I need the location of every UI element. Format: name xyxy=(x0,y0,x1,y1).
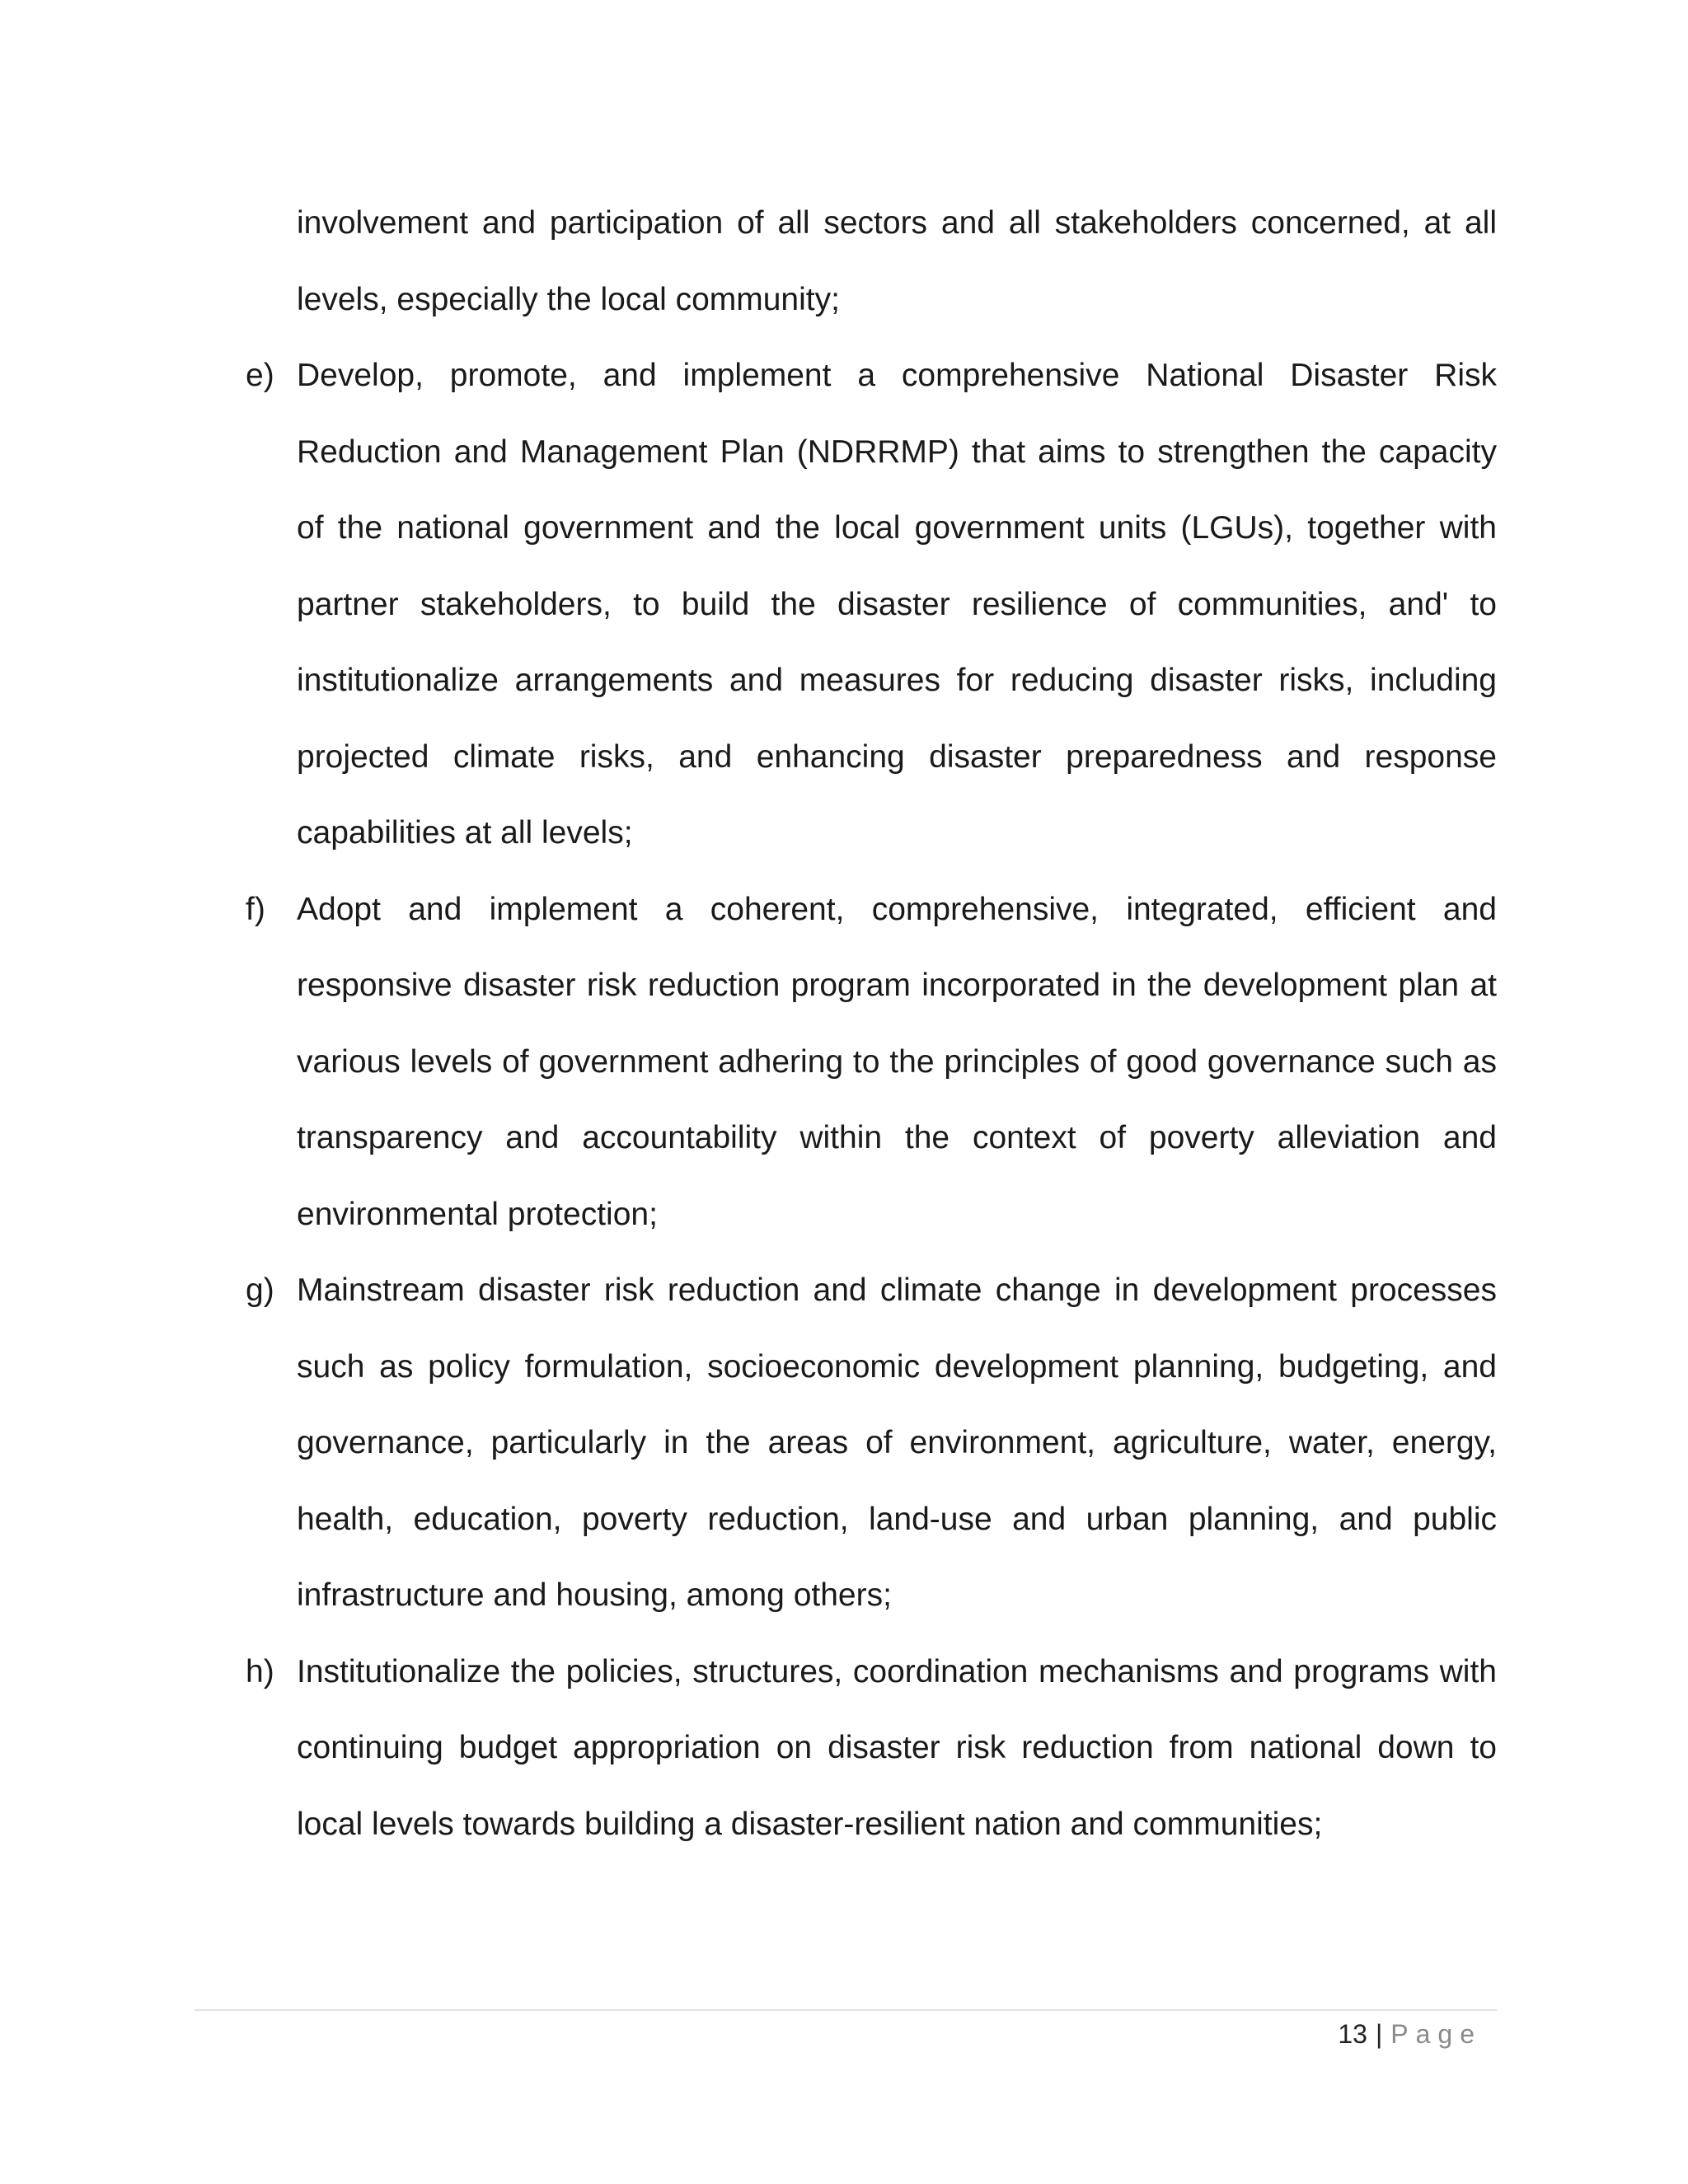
list-marker: e) xyxy=(246,358,274,393)
list-item-text: Develop, promote, and implement a comprehensive National Disaster Risk Reduction and Management Plan (NDRRMP) that aims to strengthen the capacity of the national government and the local government units (LGUs), together with partner stakeholders, to build the disaster resilience of communities, and' to institutionalize arrangements and measures for reducing disaster risks, including projected climate risks, and enhancing disaster preparedness and response capabilities at all levels; xyxy=(297,358,1497,851)
page-footer xyxy=(1338,2013,1482,2055)
list-item-f xyxy=(246,872,1497,1254)
page-label: Page xyxy=(1390,2019,1482,2049)
list-item-g xyxy=(246,1253,1497,1634)
list-item-text: Institutionalize the policies, structures, coordination mechanisms and programs with continuing budget appropriation on disaster risk reduction from national down to local levels towards building a disaster-resilient nation and communities; xyxy=(297,1653,1497,1842)
continuation-paragraph: involvement and participation of all sectors and all stakeholders concerned, at all levels, especially the local community; xyxy=(297,205,1497,317)
footer-divider xyxy=(195,2009,1497,2011)
list-marker: g) xyxy=(246,1272,274,1308)
policy-list xyxy=(246,185,1497,1863)
list-marker: h) xyxy=(246,1653,274,1690)
continuation-item xyxy=(246,185,1497,338)
list-item-text: Adopt and implement a coherent, comprehensive, integrated, efficient and responsive disaster risk reduction program incorporated in the development plan at various levels of government adhering to the principles of good governance such as transparency and accountability within the context of poverty alleviation and environmental protection; xyxy=(297,891,1497,1232)
list-item-h xyxy=(246,1634,1497,1863)
list-item-e xyxy=(246,338,1497,872)
page-number: 13 xyxy=(1338,2019,1367,2049)
footer-separator: | xyxy=(1375,2019,1383,2049)
list-marker: f) xyxy=(246,891,265,927)
list-item-text: Mainstream disaster risk reduction and climate change in development processes such as policy formulation, socioeconomic development planning, budgeting, and governance, particularly in the areas of environment, agriculture, water, energy, health, education, poverty reduction, land-use and urban planning, and public infrastructure and housing, among others; xyxy=(297,1272,1497,1613)
